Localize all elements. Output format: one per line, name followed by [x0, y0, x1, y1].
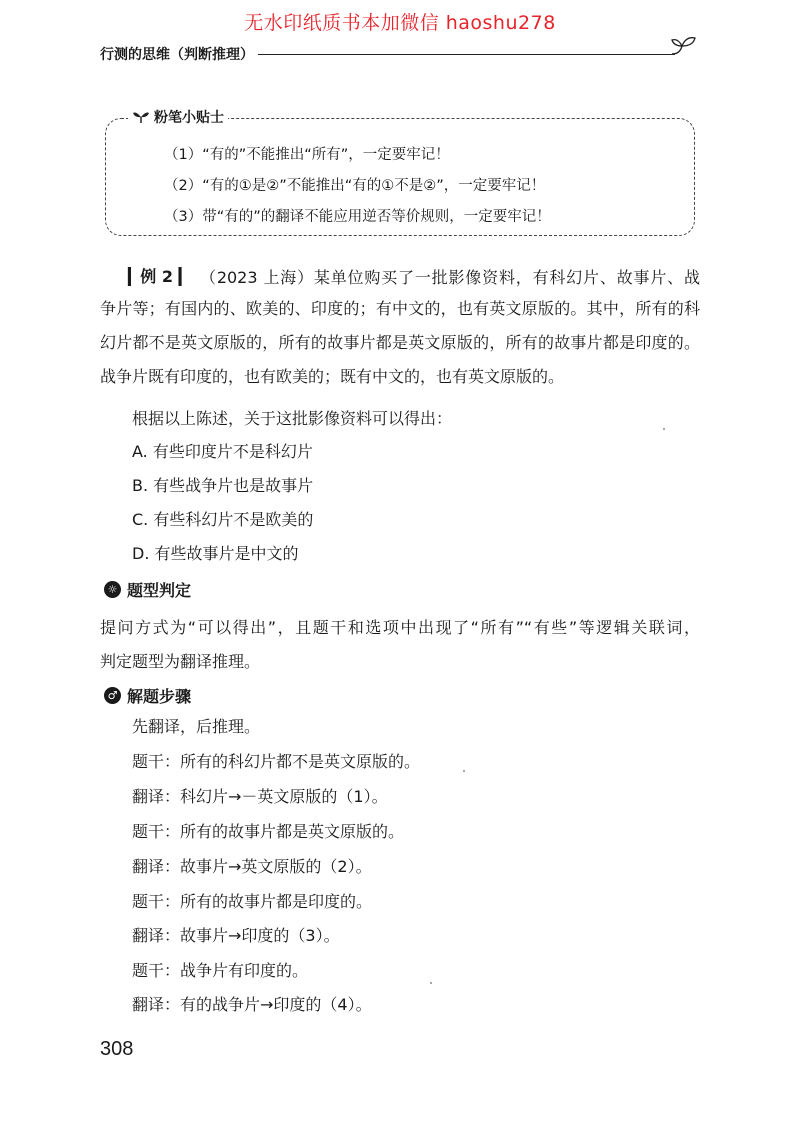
step-line: 题干：战争片有印度的。 [132, 961, 309, 980]
section-title: 题型判定 [127, 581, 192, 600]
example-line: 争片等；有国内的、欧美的、印度的；有中文的，也有英文原版的。其中，所有的科 [100, 299, 700, 318]
running-header [100, 44, 700, 66]
option-c: C. 有些科幻片不是欧美的 [132, 510, 314, 529]
tip-item: （3）带“有的”的翻译不能应用逆否等价规则，一定要牢记！ [164, 209, 551, 225]
tip-item: （1）“有的”不能推出“所有”，一定要牢记！ [164, 147, 450, 163]
tips-box [105, 110, 695, 236]
sprout-icon [668, 34, 698, 62]
step-line: 翻译：科幻片→－英文原版的（1）。 [132, 787, 388, 806]
header-title: 行测的思维（判断推理） [100, 44, 258, 64]
example-stem [100, 293, 700, 392]
tip-item: （2）“有的①是②”不能推出“有的①不是②”，一定要牢记！ [164, 178, 546, 194]
option-d: D. 有些故事片是中文的 [132, 544, 299, 563]
scan-speck [663, 428, 665, 430]
example-line: 幻片都不是英文原版的，所有的故事片都是英文原版的，所有的故事片都是印度的。 [100, 333, 700, 352]
step-line: 翻译：故事片→印度的（3）。 [132, 926, 340, 945]
option-a: A. 有些印度片不是科幻片 [132, 442, 313, 461]
example-line: （2023 上海）某单位购买了一批影像资料，有科幻片、故事片、战 [200, 268, 700, 287]
type-paragraph [100, 612, 700, 677]
example-line: 战争片既有印度的，也有欧美的；既有中文的，也有英文原版的。 [100, 367, 565, 386]
example-stem-first [200, 262, 700, 293]
tips-title [128, 107, 228, 127]
scan-speck [430, 982, 432, 984]
section-type-heading [104, 578, 191, 601]
step-line: 题干：所有的故事片都是印度的。 [132, 892, 373, 911]
lightbulb-icon: ☼ [104, 581, 121, 598]
example-tag: ▎例 2 ▎ [128, 267, 191, 286]
step-line: 题干：所有的故事片都是英文原版的。 [132, 822, 405, 841]
tips-title-label: 粉笔小贴士 [154, 110, 224, 126]
section-title: 解题步骤 [127, 687, 192, 706]
key-icon: ♂ [104, 687, 121, 704]
step-line: 题干：所有的科幻片都不是英文原版的。 [132, 752, 421, 771]
question-text: 根据以上陈述，关于这批影像资料可以得出： [132, 409, 453, 428]
type-line: 判定题型为翻译推理。 [100, 652, 261, 671]
type-line: 提问方式为“可以得出”，且题干和选项中出现了“所有”“有些”等逻辑关联词， [100, 618, 700, 637]
step-line: 翻译：有的战争片→印度的（4）。 [132, 995, 372, 1014]
option-b: B. 有些战争片也是故事片 [132, 476, 314, 495]
scan-speck [463, 770, 465, 772]
step-line: 翻译：故事片→英文原版的（2）。 [132, 857, 372, 876]
watermark-text: 无水印纸质书本加微信 haoshu278 [244, 12, 556, 34]
step-line: 先翻译，后推理。 [132, 717, 261, 736]
section-steps-heading [104, 684, 191, 707]
sprout-icon [132, 110, 150, 124]
page-number: 308 [100, 1038, 134, 1060]
